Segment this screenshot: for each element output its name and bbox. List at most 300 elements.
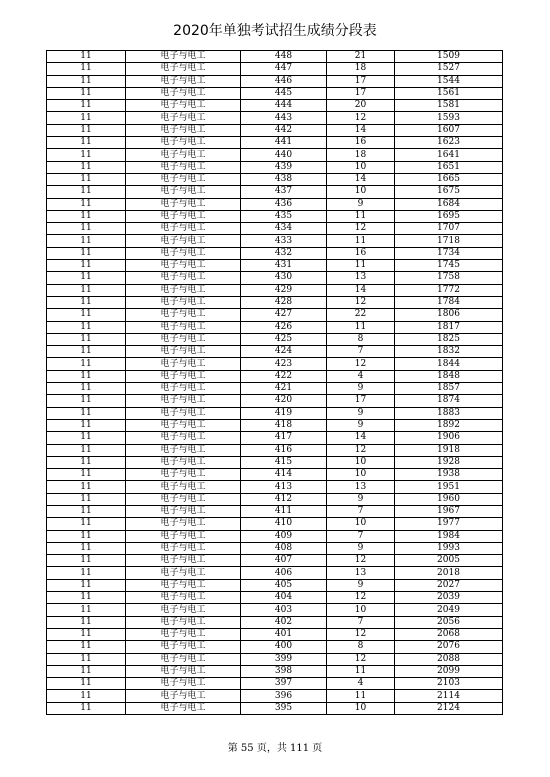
cumulative-cell: 1758: [395, 272, 503, 284]
table-row: [47, 616, 503, 628]
table-row: [47, 87, 503, 99]
subject-cell: 电子与电工: [126, 198, 241, 210]
table-row: [47, 284, 503, 296]
count-cell: 11: [327, 210, 395, 222]
count-cell: 9: [327, 419, 395, 431]
count-cell: 14: [327, 432, 395, 444]
category-code-cell: 11: [47, 87, 126, 99]
table-row: [47, 51, 503, 63]
score-cell: 437: [241, 186, 327, 198]
subject-cell: 电子与电工: [126, 173, 241, 185]
category-code-cell: 11: [47, 358, 126, 370]
category-code-cell: 11: [47, 296, 126, 308]
score-cell: 444: [241, 100, 327, 112]
score-cell: 424: [241, 346, 327, 358]
category-code-cell: 11: [47, 432, 126, 444]
category-code-cell: 11: [47, 592, 126, 604]
table-row: [47, 555, 503, 567]
category-code-cell: 11: [47, 309, 126, 321]
table-row: [47, 690, 503, 702]
category-code-cell: 11: [47, 505, 126, 517]
score-cell: 432: [241, 247, 327, 259]
category-code-cell: 11: [47, 518, 126, 530]
table-row: [47, 223, 503, 235]
table-row: [47, 198, 503, 210]
cumulative-cell: 1928: [395, 456, 503, 468]
score-cell: 428: [241, 296, 327, 308]
table-row: [47, 100, 503, 112]
table-row: [47, 173, 503, 185]
score-cell: 439: [241, 161, 327, 173]
count-cell: 11: [327, 235, 395, 247]
count-cell: 12: [327, 592, 395, 604]
table-row: [47, 321, 503, 333]
subject-cell: 电子与电工: [126, 370, 241, 382]
category-code-cell: 11: [47, 75, 126, 87]
table-row: [47, 370, 503, 382]
count-cell: 12: [327, 358, 395, 370]
cumulative-cell: 1874: [395, 395, 503, 407]
subject-cell: 电子与电工: [126, 555, 241, 567]
table-row: [47, 124, 503, 136]
table-row: [47, 579, 503, 591]
cumulative-cell: 1707: [395, 223, 503, 235]
score-cell: 433: [241, 235, 327, 247]
subject-cell: 电子与电工: [126, 690, 241, 702]
cumulative-cell: 2018: [395, 567, 503, 579]
subject-cell: 电子与电工: [126, 567, 241, 579]
cumulative-cell: 1745: [395, 260, 503, 272]
category-code-cell: 11: [47, 702, 126, 714]
subject-cell: 电子与电工: [126, 296, 241, 308]
subject-cell: 电子与电工: [126, 112, 241, 124]
score-cell: 414: [241, 469, 327, 481]
page-title: 2020年单独考试招生成绩分段表: [173, 23, 377, 39]
table-row: [47, 665, 503, 677]
table-row: [47, 210, 503, 222]
count-cell: 16: [327, 137, 395, 149]
score-cell: 399: [241, 653, 327, 665]
category-code-cell: 11: [47, 469, 126, 481]
count-cell: 18: [327, 63, 395, 75]
table-row: [47, 493, 503, 505]
subject-cell: 电子与电工: [126, 493, 241, 505]
category-code-cell: 11: [47, 653, 126, 665]
table-row: [47, 481, 503, 493]
score-cell: 426: [241, 321, 327, 333]
score-cell: 431: [241, 260, 327, 272]
score-cell: 415: [241, 456, 327, 468]
cumulative-cell: 2114: [395, 690, 503, 702]
score-cell: 422: [241, 370, 327, 382]
category-code-cell: 11: [47, 567, 126, 579]
subject-cell: 电子与电工: [126, 321, 241, 333]
subject-cell: 电子与电工: [126, 604, 241, 616]
table-row: [47, 272, 503, 284]
count-cell: 17: [327, 395, 395, 407]
count-cell: 12: [327, 296, 395, 308]
count-cell: 9: [327, 407, 395, 419]
cumulative-cell: 1651: [395, 161, 503, 173]
count-cell: 11: [327, 690, 395, 702]
subject-cell: 电子与电工: [126, 284, 241, 296]
count-cell: 12: [327, 653, 395, 665]
score-cell: 402: [241, 616, 327, 628]
count-cell: 4: [327, 370, 395, 382]
score-cell: 440: [241, 149, 327, 161]
score-cell: 411: [241, 505, 327, 517]
cumulative-cell: 1951: [395, 481, 503, 493]
subject-cell: 电子与电工: [126, 592, 241, 604]
category-code-cell: 11: [47, 223, 126, 235]
category-code-cell: 11: [47, 284, 126, 296]
subject-cell: 电子与电工: [126, 518, 241, 530]
cumulative-cell: 2103: [395, 678, 503, 690]
subject-cell: 电子与电工: [126, 223, 241, 235]
score-cell: 396: [241, 690, 327, 702]
table-row: [47, 678, 503, 690]
cumulative-cell: 1857: [395, 383, 503, 395]
table-row: [47, 260, 503, 272]
category-code-cell: 11: [47, 112, 126, 124]
count-cell: 9: [327, 493, 395, 505]
cumulative-cell: 1883: [395, 407, 503, 419]
category-code-cell: 11: [47, 186, 126, 198]
subject-cell: 电子与电工: [126, 641, 241, 653]
cumulative-cell: 1848: [395, 370, 503, 382]
count-cell: 9: [327, 579, 395, 591]
subject-cell: 电子与电工: [126, 51, 241, 63]
category-code-cell: 11: [47, 272, 126, 284]
count-cell: 9: [327, 198, 395, 210]
category-code-cell: 11: [47, 198, 126, 210]
table-row: [47, 161, 503, 173]
subject-cell: 电子与电工: [126, 100, 241, 112]
cumulative-cell: 1509: [395, 51, 503, 63]
count-cell: 20: [327, 100, 395, 112]
cumulative-cell: 1593: [395, 112, 503, 124]
score-cell: 398: [241, 665, 327, 677]
score-cell: 409: [241, 530, 327, 542]
category-code-cell: 11: [47, 493, 126, 505]
score-cell: 407: [241, 555, 327, 567]
subject-cell: 电子与电工: [126, 481, 241, 493]
cumulative-cell: 1718: [395, 235, 503, 247]
cumulative-cell: 1906: [395, 432, 503, 444]
category-code-cell: 11: [47, 247, 126, 259]
cumulative-cell: 1784: [395, 296, 503, 308]
score-cell: 417: [241, 432, 327, 444]
count-cell: 17: [327, 87, 395, 99]
category-code-cell: 11: [47, 690, 126, 702]
subject-cell: 电子与电工: [126, 665, 241, 677]
table-row: [47, 518, 503, 530]
table-row: [47, 358, 503, 370]
subject-cell: 电子与电工: [126, 419, 241, 431]
subject-cell: 电子与电工: [126, 346, 241, 358]
table-row: [47, 567, 503, 579]
score-cell: 443: [241, 112, 327, 124]
table-row: [47, 346, 503, 358]
subject-cell: 电子与电工: [126, 210, 241, 222]
cumulative-cell: 1544: [395, 75, 503, 87]
page-footer: 第 55 页，共 111 页: [227, 743, 323, 754]
category-code-cell: 11: [47, 321, 126, 333]
category-code-cell: 11: [47, 235, 126, 247]
cumulative-cell: 1772: [395, 284, 503, 296]
subject-cell: 电子与电工: [126, 628, 241, 640]
count-cell: 12: [327, 628, 395, 640]
count-cell: 9: [327, 542, 395, 554]
category-code-cell: 11: [47, 481, 126, 493]
subject-cell: 电子与电工: [126, 235, 241, 247]
category-code-cell: 11: [47, 395, 126, 407]
score-cell: 445: [241, 87, 327, 99]
subject-cell: 电子与电工: [126, 407, 241, 419]
table-row: [47, 137, 503, 149]
score-cell: 419: [241, 407, 327, 419]
subject-cell: 电子与电工: [126, 260, 241, 272]
cumulative-cell: 1817: [395, 321, 503, 333]
category-code-cell: 11: [47, 161, 126, 173]
count-cell: 7: [327, 616, 395, 628]
cumulative-cell: 1607: [395, 124, 503, 136]
count-cell: 9: [327, 383, 395, 395]
count-cell: 14: [327, 173, 395, 185]
subject-cell: 电子与电工: [126, 75, 241, 87]
subject-cell: 电子与电工: [126, 678, 241, 690]
subject-cell: 电子与电工: [126, 542, 241, 554]
category-code-cell: 11: [47, 665, 126, 677]
category-code-cell: 11: [47, 456, 126, 468]
subject-cell: 电子与电工: [126, 247, 241, 259]
subject-cell: 电子与电工: [126, 161, 241, 173]
table-row: [47, 628, 503, 640]
score-cell: 446: [241, 75, 327, 87]
category-code-cell: 11: [47, 628, 126, 640]
subject-cell: 电子与电工: [126, 333, 241, 345]
count-cell: 16: [327, 247, 395, 259]
table-row: [47, 505, 503, 517]
score-cell: 425: [241, 333, 327, 345]
count-cell: 21: [327, 51, 395, 63]
table-row: [47, 641, 503, 653]
cumulative-cell: 1967: [395, 505, 503, 517]
count-cell: 10: [327, 469, 395, 481]
subject-cell: 电子与电工: [126, 149, 241, 161]
table-row: [47, 395, 503, 407]
category-code-cell: 11: [47, 383, 126, 395]
count-cell: 7: [327, 530, 395, 542]
score-cell: 408: [241, 542, 327, 554]
table-row: [47, 75, 503, 87]
table-row: [47, 604, 503, 616]
table-row: [47, 469, 503, 481]
score-cell: 400: [241, 641, 327, 653]
count-cell: 8: [327, 333, 395, 345]
count-cell: 14: [327, 124, 395, 136]
category-code-cell: 11: [47, 346, 126, 358]
category-code-cell: 11: [47, 542, 126, 554]
cumulative-cell: 1561: [395, 87, 503, 99]
cumulative-cell: 1527: [395, 63, 503, 75]
table-row: [47, 296, 503, 308]
score-cell: 438: [241, 173, 327, 185]
category-code-cell: 11: [47, 210, 126, 222]
category-code-cell: 11: [47, 124, 126, 136]
cumulative-cell: 2039: [395, 592, 503, 604]
count-cell: 11: [327, 321, 395, 333]
cumulative-cell: 1695: [395, 210, 503, 222]
cumulative-cell: 1675: [395, 186, 503, 198]
subject-cell: 电子与电工: [126, 309, 241, 321]
score-cell: 421: [241, 383, 327, 395]
score-cell: 448: [241, 51, 327, 63]
table-row: [47, 149, 503, 161]
score-cell: 403: [241, 604, 327, 616]
table-row: [47, 407, 503, 419]
subject-cell: 电子与电工: [126, 358, 241, 370]
score-cell: 395: [241, 702, 327, 714]
score-cell: 405: [241, 579, 327, 591]
category-code-cell: 11: [47, 678, 126, 690]
count-cell: 7: [327, 346, 395, 358]
category-code-cell: 11: [47, 51, 126, 63]
table-row: [47, 653, 503, 665]
category-code-cell: 11: [47, 149, 126, 161]
score-cell: 418: [241, 419, 327, 431]
category-code-cell: 11: [47, 579, 126, 591]
count-cell: 12: [327, 223, 395, 235]
category-code-cell: 11: [47, 604, 126, 616]
category-code-cell: 11: [47, 370, 126, 382]
score-cell: 416: [241, 444, 327, 456]
cumulative-cell: 1960: [395, 493, 503, 505]
table-row: [47, 63, 503, 75]
cumulative-cell: 2088: [395, 653, 503, 665]
cumulative-cell: 2027: [395, 579, 503, 591]
cumulative-cell: 1665: [395, 173, 503, 185]
subject-cell: 电子与电工: [126, 579, 241, 591]
score-cell: 427: [241, 309, 327, 321]
table-row: [47, 333, 503, 345]
table-row: [47, 186, 503, 198]
count-cell: 11: [327, 665, 395, 677]
cumulative-cell: 2049: [395, 604, 503, 616]
cumulative-cell: 2005: [395, 555, 503, 567]
score-cell: 404: [241, 592, 327, 604]
subject-cell: 电子与电工: [126, 137, 241, 149]
category-code-cell: 11: [47, 100, 126, 112]
count-cell: 11: [327, 260, 395, 272]
count-cell: 7: [327, 505, 395, 517]
subject-cell: 电子与电工: [126, 444, 241, 456]
table-row: [47, 112, 503, 124]
subject-cell: 电子与电工: [126, 383, 241, 395]
score-cell: 406: [241, 567, 327, 579]
category-code-cell: 11: [47, 616, 126, 628]
table-row: [47, 419, 503, 431]
count-cell: 10: [327, 456, 395, 468]
count-cell: 10: [327, 186, 395, 198]
cumulative-cell: 1984: [395, 530, 503, 542]
cumulative-cell: 1684: [395, 198, 503, 210]
score-cell: 420: [241, 395, 327, 407]
cumulative-cell: 2068: [395, 628, 503, 640]
table-row: [47, 383, 503, 395]
table-row: [47, 592, 503, 604]
category-code-cell: 11: [47, 63, 126, 75]
table-row: [47, 444, 503, 456]
table-row: [47, 542, 503, 554]
score-table-body: [47, 51, 503, 715]
cumulative-cell: 1892: [395, 419, 503, 431]
score-cell: 413: [241, 481, 327, 493]
subject-cell: 电子与电工: [126, 456, 241, 468]
subject-cell: 电子与电工: [126, 653, 241, 665]
score-cell: 434: [241, 223, 327, 235]
cumulative-cell: 1734: [395, 247, 503, 259]
count-cell: 13: [327, 272, 395, 284]
cumulative-cell: 1977: [395, 518, 503, 530]
score-cell: 397: [241, 678, 327, 690]
table-row: [47, 432, 503, 444]
table-row: [47, 456, 503, 468]
table-row: [47, 247, 503, 259]
cumulative-cell: 1993: [395, 542, 503, 554]
score-cell: 435: [241, 210, 327, 222]
cumulative-cell: 2076: [395, 641, 503, 653]
count-cell: 22: [327, 309, 395, 321]
count-cell: 13: [327, 567, 395, 579]
subject-cell: 电子与电工: [126, 87, 241, 99]
cumulative-cell: 1832: [395, 346, 503, 358]
category-code-cell: 11: [47, 333, 126, 345]
cumulative-cell: 2124: [395, 702, 503, 714]
score-cell: 412: [241, 493, 327, 505]
score-cell: 429: [241, 284, 327, 296]
category-code-cell: 11: [47, 419, 126, 431]
count-cell: 18: [327, 149, 395, 161]
count-cell: 13: [327, 481, 395, 493]
cumulative-cell: 2099: [395, 665, 503, 677]
category-code-cell: 11: [47, 555, 126, 567]
cumulative-cell: 1918: [395, 444, 503, 456]
score-cell: 430: [241, 272, 327, 284]
subject-cell: 电子与电工: [126, 616, 241, 628]
count-cell: 8: [327, 641, 395, 653]
score-cell: 441: [241, 137, 327, 149]
score-cell: 442: [241, 124, 327, 136]
category-code-cell: 11: [47, 407, 126, 419]
table-row: [47, 530, 503, 542]
table-row: [47, 309, 503, 321]
score-cell: 447: [241, 63, 327, 75]
cumulative-cell: 2056: [395, 616, 503, 628]
count-cell: 12: [327, 444, 395, 456]
subject-cell: 电子与电工: [126, 469, 241, 481]
score-cell: 401: [241, 628, 327, 640]
score-cell: 410: [241, 518, 327, 530]
category-code-cell: 11: [47, 444, 126, 456]
subject-cell: 电子与电工: [126, 432, 241, 444]
subject-cell: 电子与电工: [126, 702, 241, 714]
score-cell: 436: [241, 198, 327, 210]
count-cell: 12: [327, 112, 395, 124]
count-cell: 10: [327, 604, 395, 616]
cumulative-cell: 1581: [395, 100, 503, 112]
category-code-cell: 11: [47, 137, 126, 149]
